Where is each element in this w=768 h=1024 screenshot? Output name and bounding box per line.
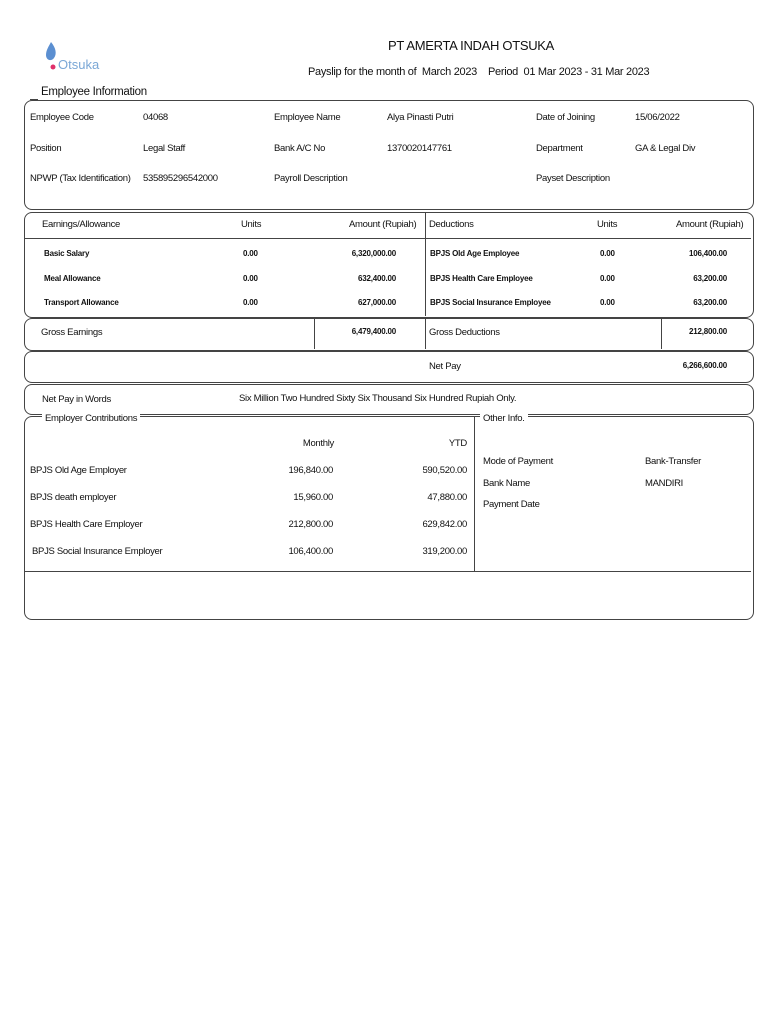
deductions-row-units: 0.00	[600, 298, 615, 307]
net-pay-box	[24, 351, 754, 383]
earnings-row-units: 0.00	[243, 249, 258, 258]
deductions-row-units: 0.00	[600, 274, 615, 283]
net-pay-words-label: Net Pay in Words	[42, 394, 111, 405]
deductions-units-header: Units	[597, 219, 618, 230]
deductions-row-amount: 106,400.00	[688, 249, 727, 258]
earnings-row-amount: 627,000.00	[357, 298, 396, 307]
monthly-header: Monthly	[302, 438, 334, 449]
gross-deductions-value: 212,800.00	[688, 327, 727, 336]
joining-date-value: 15/06/2022	[635, 112, 680, 123]
deductions-row-label: BPJS Health Care Employee	[430, 274, 533, 283]
earnings-row-label: Basic Salary	[44, 249, 90, 258]
ytd-header: YTD	[448, 438, 467, 449]
deductions-amount-header: Amount (Rupiah)	[676, 219, 744, 230]
contributions-bottom-rule	[25, 571, 751, 572]
contribution-row-ytd: 590,520.00	[422, 465, 467, 476]
payset-description-label: Payset Description	[536, 173, 610, 184]
employer-contributions-legend: Employer Contributions	[42, 413, 140, 424]
bank-name-value: MANDIRI	[645, 478, 684, 489]
company-name: PT AMERTA INDAH OTSUKA	[388, 38, 555, 53]
deductions-header: Deductions	[429, 219, 474, 230]
bank-account-value: 1370020147761	[387, 143, 452, 154]
net-pay-value: 6,266,600.00	[682, 361, 727, 370]
contribution-row-monthly: 106,400.00	[288, 546, 333, 557]
earnings-amount-header: Amount (Rupiah)	[349, 219, 417, 230]
deductions-row-amount: 63,200.00	[693, 274, 727, 283]
contribution-row-monthly: 196,840.00	[288, 465, 333, 476]
department-value: GA & Legal Div	[635, 143, 696, 154]
earnings-row-amount: 632,400.00	[357, 274, 396, 283]
contribution-row-ytd: 319,200.00	[422, 546, 467, 557]
earnings-row-label: Transport Allowance	[44, 298, 119, 307]
period-label: Period	[488, 66, 518, 78]
earnings-header: Earnings/Allowance	[42, 219, 121, 230]
employee-info-legend: Employee Information	[38, 86, 150, 98]
employee-code-value: 04068	[143, 112, 168, 123]
logo-text: Otsuka	[58, 57, 100, 72]
employee-name-value: Alya Pinasti Putri	[387, 112, 454, 123]
earnings-row-label: Meal Allowance	[44, 274, 101, 283]
earnings-row-units: 0.00	[243, 298, 258, 307]
contributions-box	[24, 416, 754, 620]
contribution-row-label: BPJS Health Care Employer	[30, 519, 143, 530]
gross-deductions-label: Gross Deductions	[429, 327, 500, 338]
employee-name-label: Employee Name	[274, 112, 341, 123]
contributions-divider	[474, 416, 475, 571]
contribution-row-label: BPJS Old Age Employer	[30, 465, 127, 476]
gross-center-divider	[425, 318, 426, 349]
other-info-legend: Other Info.	[480, 413, 528, 424]
contribution-row-monthly: 212,800.00	[288, 519, 333, 530]
payslip-label: Payslip for the month of	[308, 66, 417, 78]
legend-rule	[30, 99, 38, 100]
bank-name-label: Bank Name	[483, 478, 530, 489]
bank-account-label: Bank A/C No	[274, 143, 326, 154]
department-label: Department	[536, 143, 583, 154]
contribution-row-label: BPJS death employer	[30, 492, 117, 503]
deductions-row-label: BPJS Social Insurance Employee	[430, 298, 551, 307]
contribution-row-monthly: 15,960.00	[293, 492, 333, 503]
deductions-row-label: BPJS Old Age Employee	[430, 249, 520, 258]
gross-earnings-label: Gross Earnings	[41, 327, 103, 338]
deductions-row-amount: 63,200.00	[693, 298, 727, 307]
position-value: Legal Staff	[143, 143, 185, 154]
payment-date-label: Payment Date	[483, 499, 540, 510]
payment-mode-label: Mode of Payment	[483, 456, 553, 467]
net-pay-label: Net Pay	[429, 361, 461, 372]
company-logo	[40, 40, 100, 76]
contribution-row-ytd: 47,880.00	[427, 492, 467, 503]
npwp-value: 535895296542000	[143, 173, 218, 184]
earnings-row-amount: 6,320,000.00	[351, 249, 396, 258]
payslip-period-line	[308, 66, 649, 78]
position-label: Position	[30, 143, 62, 154]
gross-earnings-value: 6,479,400.00	[351, 327, 396, 336]
earnings-header-rule	[25, 238, 751, 239]
payment-mode-value: Bank-Transfer	[645, 456, 701, 467]
payroll-description-label: Payroll Description	[274, 173, 348, 184]
period-range: 01 Mar 2023 - 31 Mar 2023	[523, 66, 650, 78]
contribution-row-label: BPJS Social Insurance Employer	[32, 546, 163, 557]
earnings-row-units: 0.00	[243, 274, 258, 283]
joining-date-label: Date of Joining	[536, 112, 595, 123]
employee-code-label: Employee Code	[30, 112, 94, 123]
gross-earnings-value-divider	[314, 318, 315, 349]
deductions-row-units: 0.00	[600, 249, 615, 258]
earnings-deductions-divider	[425, 212, 426, 316]
contribution-row-ytd: 629,842.00	[422, 519, 467, 530]
payslip-month: March 2023	[421, 66, 477, 78]
earnings-units-header: Units	[241, 219, 262, 230]
npwp-label: NPWP (Tax Identification)	[30, 173, 131, 184]
net-pay-words-value: Six Million Two Hundred Sixty Six Thousand Six Hundred Rupiah Only.	[239, 393, 517, 404]
